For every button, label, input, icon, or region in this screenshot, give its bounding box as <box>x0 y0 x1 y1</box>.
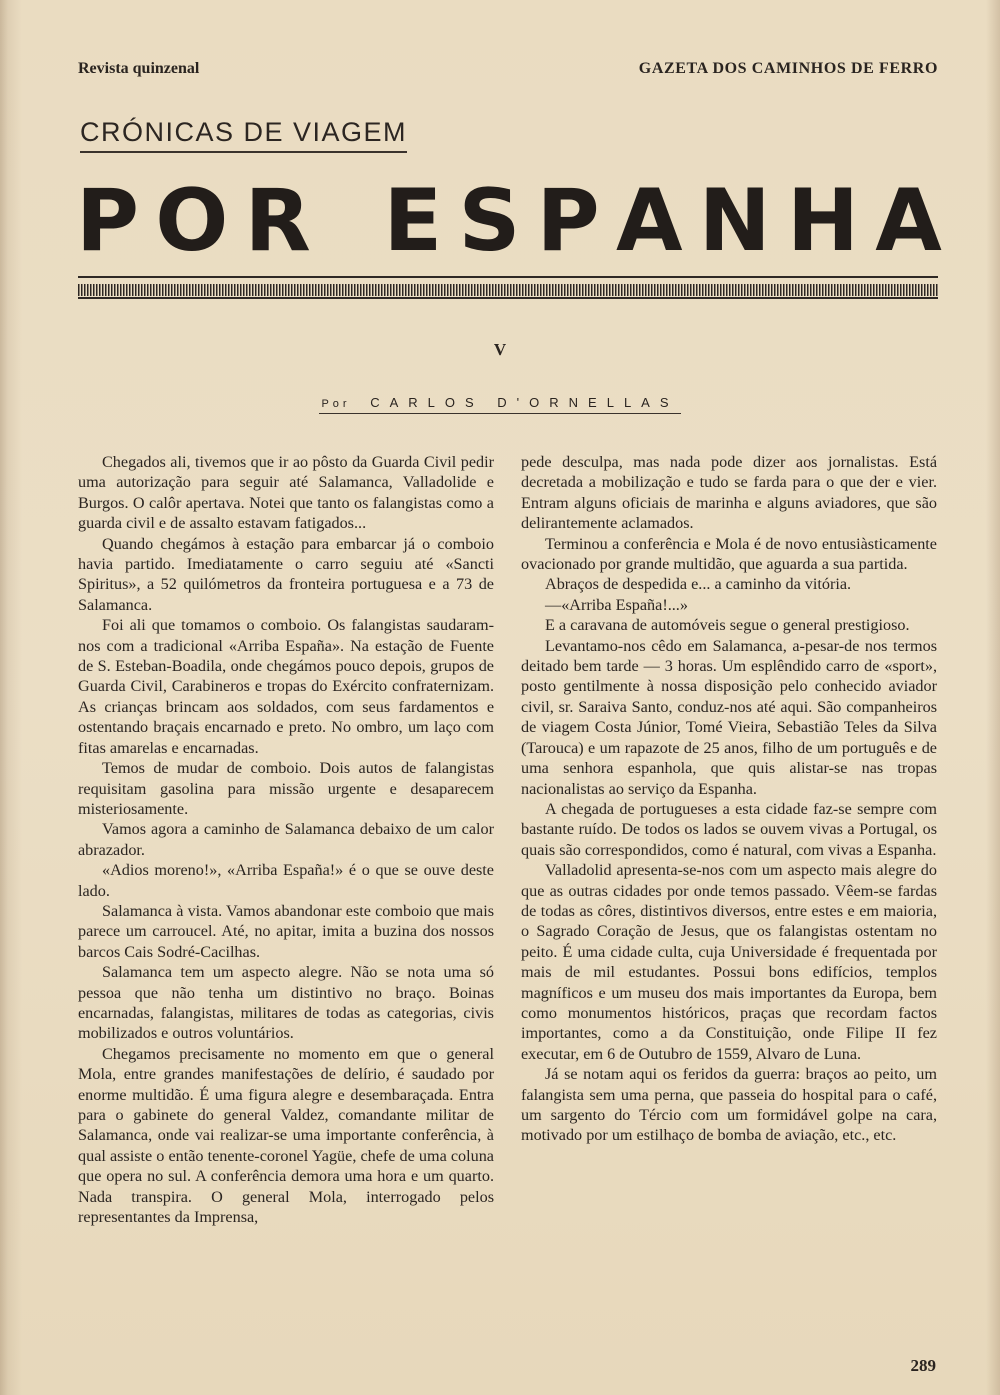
article-title <box>76 171 942 271</box>
title-letter: A <box>875 171 942 271</box>
title-letter: E <box>383 171 443 271</box>
page-number: 289 <box>910 1356 936 1375</box>
publication-frequency: Revista quinzenal <box>78 60 200 77</box>
title-letter: S <box>458 171 521 271</box>
paragraph-continued: pede desculpa, mas nada pode dizer aos jornalistas. Está decretada a mobilização e tudo se farda para o que der e vier. Entram alguns oficiais de marinha e alguns aviadores, que são delirantemente aclamados. <box>521 453 937 533</box>
paragraph: Chegados ali, tivemos que ir ao pôsto da Guarda Civil pedir uma autorização para seguir até Salamanca, Valladolide e Burgos. O calôr apertava. Notei que tanto os falangistas como a guarda civil e de assalto estavam fatigados... <box>78 453 494 533</box>
paragraph: A chegada de portugueses a esta cidade faz-se sempre com bastante ruído. De todos os lados se ouvem vivas a Portugal, os quais são correspondidos, como é natural, com vivas a Espanha. <box>521 799 937 859</box>
title-letter: O <box>155 171 229 271</box>
paragraph: Quando chegámos à estação para embarcar já o comboio havia partido. Imediatamente o carro seguiu até «Sancti Spiritus», a 52 quilómetros da fronteira portuguesa e a 73 de Salamanca. <box>78 534 494 614</box>
page-edge <box>986 0 1000 1395</box>
byline-author: CARLOS D'ORNELLAS <box>370 395 679 410</box>
paragraph: «Adios moreno!», «Arriba España!» é o que se ouve deste lado. <box>78 861 494 900</box>
title-letter: P <box>76 171 140 271</box>
title-rule-top <box>78 276 938 278</box>
left-column <box>78 452 494 1227</box>
byline-underline <box>319 395 680 414</box>
title-letter: A <box>615 171 683 271</box>
title-letter: P <box>536 171 600 271</box>
paragraph: Foi ali que tomamos o comboio. Os falangistas saudaram-nos com a tradicional «Arriba España». Na estação de Fuente de S. Esteban-Boadila, onde chegámos pouco depois, grupos de Guarda Civil, Carabineros e tropas do Exército confraternizam. As crianças brincam aos soldados, com seus fardamentos e ostentando braçais encarnado e preto. No ombro, um laço com fitas amarelas e encarnadas. <box>78 616 494 757</box>
paragraph: Já se notam aqui os feridos da guerra: braços ao peito, um falangista sem uma perna, que passeia do hospital para o café, um sargento do Tércio com um formidável golpe na cara, motivado por um estilhaço de bomba de aviação, etc., etc. <box>521 1065 937 1145</box>
paragraph: Chegamos precisamente no momento em que o general Mola, entre grandes manifestações de delírio, é saudado por enorme multidão. É uma figura alegre e desembaraçada. Entra para o gabinete do general Valdez, comandante militar de Salamanca, onde vai realizar-se uma importante conferência, à qual assiste o então tenente-coronel Yagüe, chefe de uma coluna que opera no sul. A conferência demora uma hora e um quarto. Nada transpira. O general Mola, interrogado pelos representantes da Imprensa, <box>78 1044 494 1227</box>
paragraph: E a caravana de automóveis segue o general prestigioso. <box>545 616 910 635</box>
running-head <box>78 60 938 82</box>
byline-by: Por <box>321 398 351 410</box>
byline <box>0 395 1000 414</box>
paragraph: Levantamo-nos cêdo em Salamanca, a-pesar-de nos termos deitado bem tarde — 3 horas. Um esplêndido carro de «sport», posto gentilmente à nossa disposição pelo conhecido aviador civil, sr. Saraiva Santo, conduz-nos até aqui. São companheiros de viagem Costa Júnior, Tomé Vieira, Sebastião Teles da Silva (Tarouca) e um rapazote de 25 anos, filho de um português e de uma senhora espanhola, que quis alistar-se nas tropas nacionalistas ao serviço da Espanha. <box>521 636 937 798</box>
part-number: V <box>493 340 507 359</box>
paragraph: Salamanca tem um aspecto alegre. Não se nota uma só pessoa que não tenha um distintivo no braço. Boinas encarnadas, falangistas, militares de todas as categorias, civis mobilizados e outros voluntários. <box>78 963 494 1043</box>
title-rule-bottom <box>78 297 938 299</box>
title-letter: R <box>244 171 311 271</box>
title-hatched-rule <box>78 284 938 296</box>
paragraph: —«Arriba España!...» <box>545 595 688 614</box>
title-letter: H <box>787 171 860 271</box>
paragraph: Temos de mudar de comboio. Dois autos de falangistas requisitam gasolina para missão urgente e desaparecem misteriosamente. <box>78 759 494 818</box>
right-column <box>521 452 937 1146</box>
paragraph: Salamanca à vista. Vamos abandonar este comboio que mais parece um carroucel. Até, no apitar, imita a buzina dos nossos barcos Cais Sodré-Cacilhas. <box>78 901 494 961</box>
publication-name: GAZETA DOS CAMINHOS DE FERRO <box>638 60 938 77</box>
paragraph: Vamos agora a caminho de Salamanca debaixo de um calor abrazador. <box>78 820 494 859</box>
paragraph: Abraços de despedida e... a caminho da vitória. <box>545 575 852 594</box>
paragraph: Valladolid apresenta-se-nos com um aspecto mais alegre do que as outras cidades por onde temos passado. Vêem-se fardas de todas as côres, distintivos diversos, entre estes e em maioria, o Sagrado Coração de Jesus, que os falangistas ostentam no peito. É uma cidade culta, cuja Universidade é frequentada por mais de mil estudantes. Possui bons edifícios, templos magníficos e um museu dos mais importantes da Europa, bem como monumentos históricos, praças que recordam factos importantes, como a da Constituição, onde Filipe II fez executar, em 6 de Outubro de 1559, Alvaro de Luna. <box>521 861 937 1063</box>
section-title: CRÓNICAS DE VIAGEM <box>80 117 407 153</box>
paragraph: Terminou a conferência e Mola é de novo entusiàsticamente ovacionado por grande multidão, que aguarda a sua partida. <box>521 534 937 574</box>
title-letter: N <box>698 171 771 271</box>
